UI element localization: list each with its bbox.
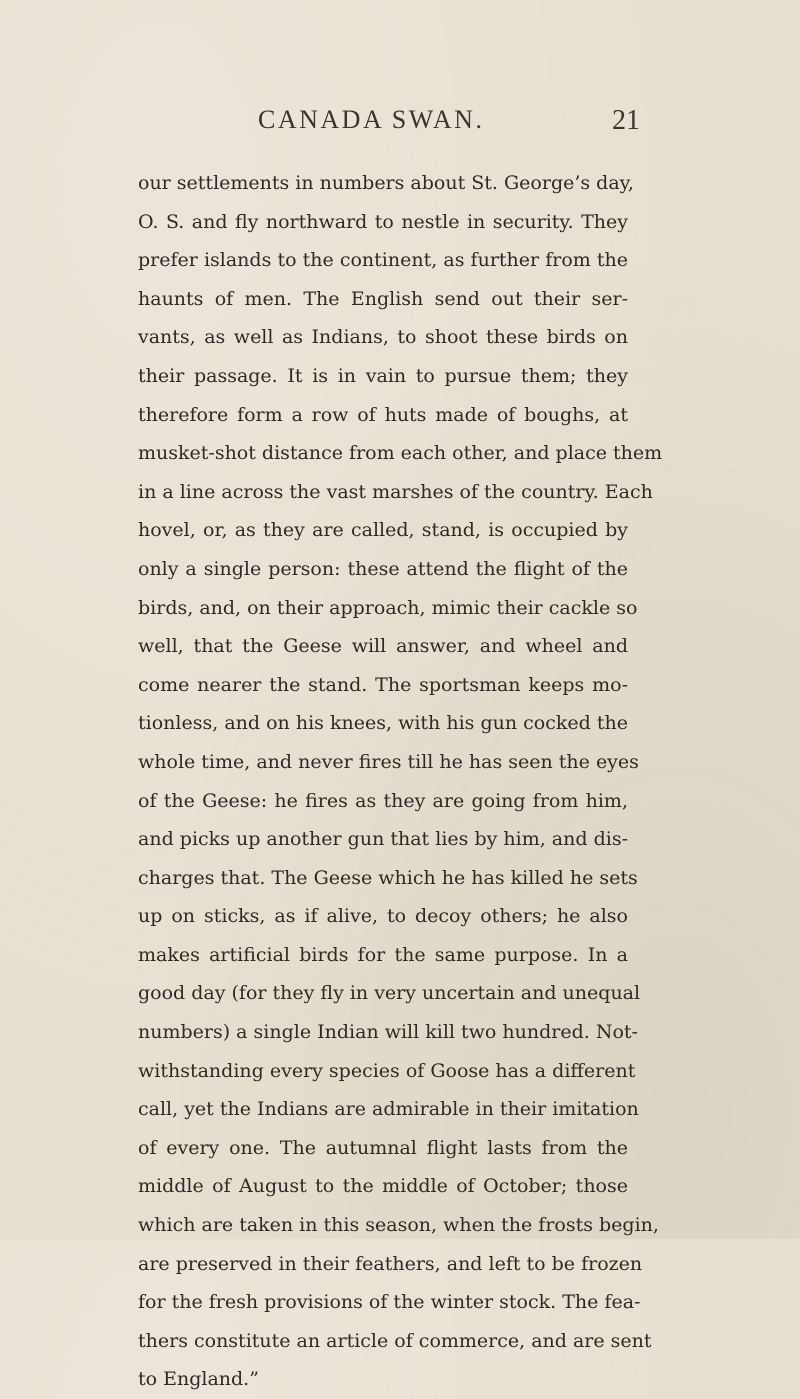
text-line: makes artificial birds for the same purpose. In a (138, 943, 628, 966)
text-line: well, that the Geese will answer, and wheel and (138, 635, 628, 658)
text-line: vants, as well as Indians, to shoot these birds on (138, 326, 628, 349)
text-line: whole time, and never fires till he has seen the eyes (138, 750, 639, 773)
text-line: call, yet the Indians are admirable in their imitation (138, 1098, 639, 1121)
text-line: hovel, or, as they are called, stand, is occupied by (138, 519, 628, 542)
text-line: and picks up another gun that lies by him, and dis- (138, 828, 628, 851)
text-line: their passage. It is in vain to pursue them; they (138, 364, 628, 387)
text-line: of the Geese: he fires as they are going from him, (138, 789, 628, 812)
text-line: our settlements in numbers about St. George’s day, (138, 172, 634, 194)
text-line: of every one. The autumnal flight lasts from the (138, 1136, 628, 1159)
text-line: are preserved in their feathers, and left to be frozen (138, 1252, 643, 1275)
text-line: tionless, and on his knees, with his gun cocked the (138, 712, 628, 735)
running-head (0, 105, 800, 141)
text-line: thers constitute an article of commerce, and are sent (138, 1329, 652, 1352)
text-line: O. S. and fly northward to nestle in security. They (138, 210, 628, 233)
text-line: birds, and, on their approach, mimic their cackle so (138, 596, 638, 619)
text-line: middle of August to the middle of October; those (138, 1175, 628, 1198)
text-line: good day (for they fly in very uncertain and unequal (138, 982, 641, 1005)
text-line: therefore form a row of huts made of boughs, at (138, 403, 628, 426)
page-number: 21 (612, 105, 640, 136)
text-line: up on sticks, as if alive, to decoy others; he also (138, 905, 628, 928)
body-text (138, 164, 663, 1399)
text-line: prefer islands to the continent, as further from the (138, 249, 628, 272)
text-line: for the fresh provisions of the winter stock. The fea- (138, 1291, 641, 1314)
text-line: withstanding every species of Goose has a different (138, 1059, 636, 1082)
text-line: musket-shot distance from each other, and place them (138, 442, 663, 465)
text-line: charges that. The Geese which he has killed he sets (138, 866, 638, 889)
text-line: in a line across the vast marshes of the country. Each (138, 480, 653, 503)
text-line: come nearer the stand. The sportsman keeps mo- (138, 673, 628, 696)
text-line: which are taken in this season, when the frosts begin, (138, 1214, 659, 1237)
text-line: only a single person: these attend the flight of the (138, 557, 628, 580)
text-line: haunts of men. The English send out their ser- (138, 287, 628, 310)
text-line: to England.” (138, 1368, 259, 1391)
text-line: numbers) a single Indian will kill two hundred. Not- (138, 1021, 638, 1044)
running-head-title: CANADA SWAN. (258, 105, 485, 134)
